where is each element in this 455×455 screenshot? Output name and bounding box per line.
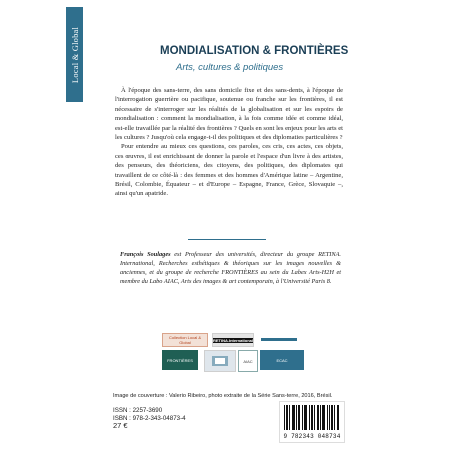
frontieres-logo <box>162 350 198 370</box>
retina-logo-text: RETINA.International <box>213 337 254 343</box>
author-bio <box>120 251 341 287</box>
aiac-logo <box>238 350 258 372</box>
section-divider <box>188 239 266 240</box>
price-text: 27 € <box>113 421 128 430</box>
frontieres-logo-text: FRONTIÈRES <box>167 357 193 363</box>
retina-logo <box>212 333 254 347</box>
book-title: MONDIALISATION & FRONTIÈRES <box>160 45 349 57</box>
partner-logo-emblem <box>204 350 236 372</box>
collection-logo-text: Collection Local & Global <box>168 335 202 345</box>
barcode-bar <box>339 405 340 430</box>
collection-logo <box>162 333 208 347</box>
aiac-logo-text: AIAC <box>243 358 253 364</box>
book-subtitle: Arts, cultures & politiques <box>176 62 284 73</box>
blurb <box>115 86 343 199</box>
emblem-icon <box>211 354 229 368</box>
barcode <box>279 401 345 443</box>
partner-logo-bar <box>258 334 300 344</box>
issn-text: ISSN : 2257-3690 <box>113 407 163 414</box>
barcode-number: 9 782343 048734 <box>283 433 341 440</box>
series-sidebar <box>66 7 83 102</box>
blurb-paragraph-2: Pour entendre au mieux ces questions, ces paroles, ces cris, ces actes, ces objets, ces œuvres, il est enrichissant de donner la parole et l'espace d'un livre à des artistes, des penseurs, des théoriciens, des citoyens, des politiques, des diplomates qui travaillent de ce côté-là : des femmes et des hommes d'Amérique latine – Argentine, Brésil, Colombie, Équateur – et d'Europe – Espagne, France, Grèce, Slovaquie –, ainsi qu'un apatride. <box>115 143 343 198</box>
ecac-logo-text: ECAC <box>276 357 288 363</box>
ecac-logo <box>260 350 304 370</box>
author-bio-text: est Professeur des universités, directeur du groupe RETINA. International, Recherches esthétiques & théoriques sur les images nouvelles & anciennes, et du groupe de recherche FRONTIÈRES au sein du Labex Arts-H2H et membre du Labo AIAC, Arts des images & art contemporain, à l'Université Paris 8. <box>120 251 341 285</box>
author-name: François Soulages <box>120 251 171 258</box>
partner-logo-bar-mark <box>261 338 297 341</box>
series-label: Local & Global <box>69 26 80 83</box>
blurb-paragraph-1: À l'époque des sans-terre, des sans domicile fixe et des sans-dents, à l'époque de l'interrogation guerrière ou pacifique, soutenue ou franche sur les frontières, il est nécessaire de s'interroger sur les réalités de la globalisation et sur les espoirs de mondialisation : comment la mondialisation, à la fois comme idée et comme idéal, est-elle travaillée par la réalité des frontières ? Quels en sont les enjeux pour les arts et les cultures ? Jusqu'où cela engage-t-il des politiques et des diplomaties particulières ? <box>115 87 343 142</box>
cover-image-credit: Image de couverture : Valerio Ribeiro, photo extraite de la Série Sans-terre, 2016, Brésil. <box>113 393 333 399</box>
isbn-text: ISBN : 978-2-343-04873-4 <box>113 415 186 422</box>
barcode-bars <box>284 405 340 430</box>
